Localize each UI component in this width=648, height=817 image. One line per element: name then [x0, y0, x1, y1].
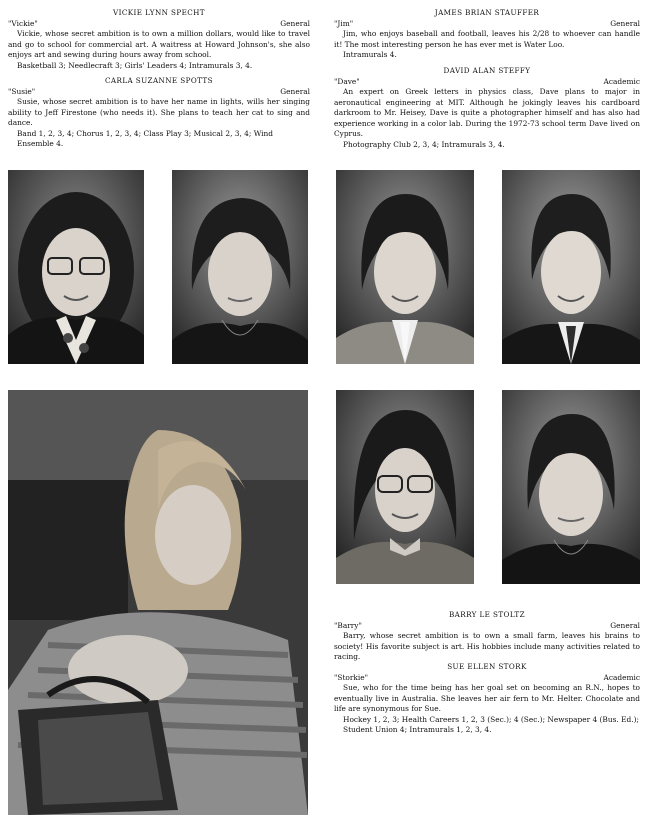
entry-vickie-specht [8, 8, 310, 71]
student-bio: Vickie, whose secret ambition is to own a million dollars, would like to travel and go to school for commercial art. A waitress at Howard Johnson's, she also enjoys art and sewing during hours away from school. [8, 29, 310, 60]
student-activities: Basketball 3; Needlecraft 3; Girls' Leaders 4; Intramurals 3, 4. [17, 60, 253, 70]
student-bio: Barry, whose secret ambition is to own a small farm, leaves his brains to society! His favorite subject is art. His hobbies include many activities related to racing. [334, 631, 640, 662]
student-course: General [610, 19, 640, 28]
entry-carla-spotts [8, 76, 310, 150]
student-name: JAMES BRIAN STAUFFER [434, 8, 540, 17]
student-course: General [610, 621, 640, 630]
student-bio: Sue, who for the time being has her goal set on becoming an R.N., hopes to eventually live in Australia. She leaves her air fern to Mr. Helter. Chocolate and life are synonymous for Sue. [334, 683, 640, 714]
student-nickname: "Vickie" [8, 19, 38, 28]
student-name: CARLA SUZANNE SPOTTS [105, 76, 213, 85]
entry-james-stauffer [334, 8, 640, 61]
student-bio: An expert on Greek letters in physics class, Dave plans to major in aeronautical engineering at MIT. Although he jokingly leaves his cardboard darkroom to Mr. Heisey, Dave is quite a photographer himself and has also had experience working in a color lab. During the 1972-73 school term Dave lived on Cyprus. [334, 87, 640, 139]
student-activities: Intramurals 4. [343, 50, 397, 60]
student-nickname: "Susie" [8, 87, 36, 96]
student-bio: Susie, whose secret ambition is to have her name in lights, wills her singing ability to Jeff Firestone (who needs it). She plans to teach her cat to sing and dance. [8, 97, 310, 128]
student-nickname: "Barry" [334, 621, 362, 630]
portrait-carla-spotts [172, 170, 308, 364]
portrait-sue-stork [502, 390, 640, 584]
student-activities: Hockey 1, 2, 3; Health Careers 1, 2, 3 (Sec.); 4 (Sec.); Newspaper 4 (Bus. Ed.); Student Union 4; Intramurals 1, 2, 3, 4. [343, 714, 639, 735]
student-course: General [280, 87, 310, 96]
student-name: DAVID ALAN STEFFY [443, 66, 531, 75]
student-bio: Jim, who enjoys baseball and football, leaves his 2/28 to whoever can handle it! The most interesting person he has ever met is Water Loo. [334, 29, 640, 49]
student-course: Academic [603, 673, 640, 682]
student-course: General [280, 19, 310, 28]
student-course: Academic [603, 77, 640, 86]
entry-barry-stoltz [334, 610, 640, 663]
portrait-vickie-specht [8, 170, 144, 364]
student-name: SUE ELLEN STORK [447, 662, 527, 671]
candid-photo [8, 390, 308, 815]
student-nickname: "Dave" [334, 77, 360, 86]
student-name: BARRY LE STOLTZ [449, 610, 525, 619]
portrait-barry-stoltz [336, 390, 474, 584]
student-activities: Band 1, 2, 3, 4; Chorus 1, 2, 3, 4; Class Play 3; Musical 2, 3, 4; Wind Ensemble 4. [17, 128, 274, 149]
student-nickname: "Jim" [334, 19, 354, 28]
portrait-james-stauffer [336, 170, 474, 364]
entry-david-steffy [334, 66, 640, 151]
student-activities: Photography Club 2, 3, 4; Intramurals 3, 4. [343, 139, 505, 149]
student-name: VICKIE LYNN SPECHT [113, 8, 205, 17]
portrait-david-steffy [502, 170, 640, 364]
student-nickname: "Storkie" [334, 673, 369, 682]
entry-sue-stork [334, 662, 640, 736]
